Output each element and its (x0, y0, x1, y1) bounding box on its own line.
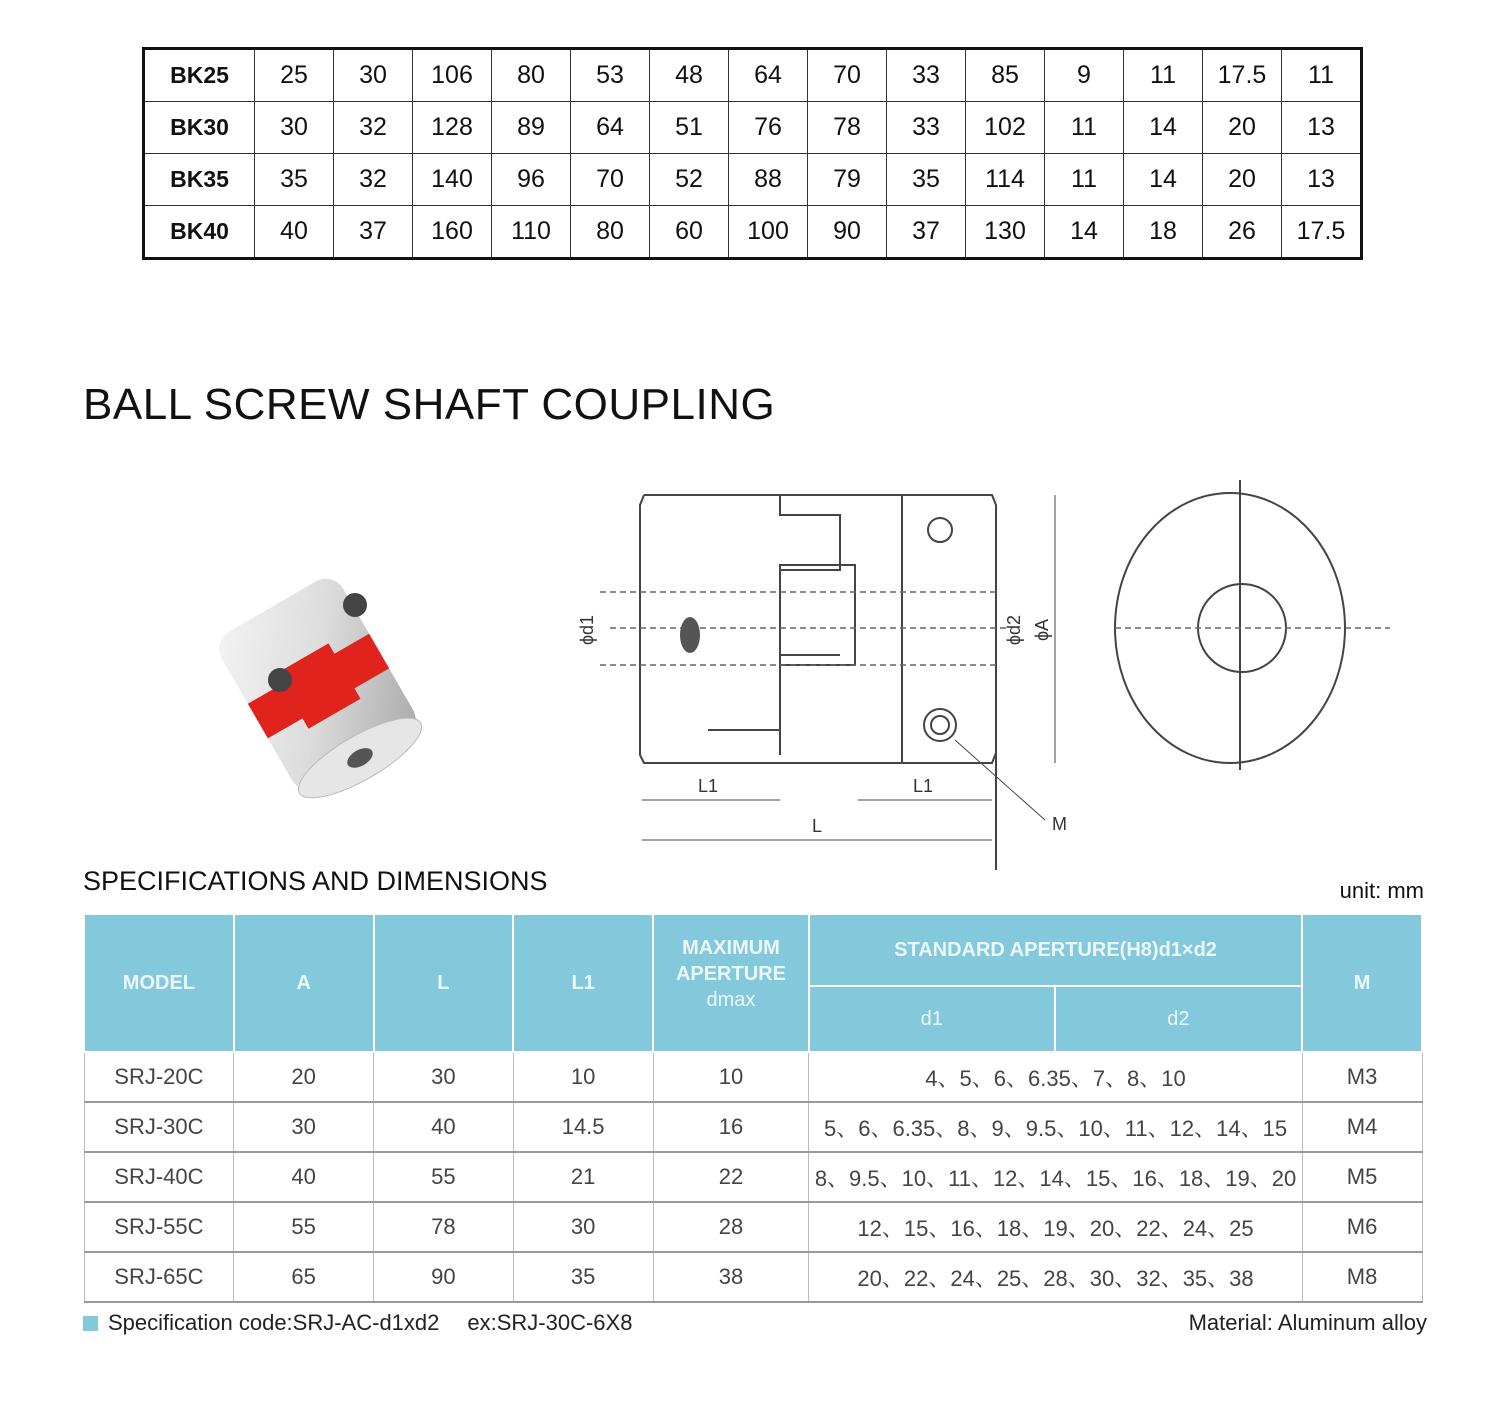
model-cell: BK25 (144, 49, 255, 102)
a-cell: 65 (234, 1252, 374, 1302)
value-cell: 70 (808, 49, 887, 102)
m-cell: M5 (1302, 1152, 1422, 1202)
dmax-cell: 28 (653, 1202, 809, 1252)
l-cell: 40 (374, 1102, 514, 1152)
model-cell: SRJ-55C (84, 1202, 234, 1252)
header-M: M (1302, 914, 1422, 1052)
material-note: Material: Aluminum alloy (1188, 1310, 1427, 1335)
l-cell: 90 (374, 1252, 514, 1302)
header-aperture: STANDARD APERTURE(H8)d1×d2 (809, 914, 1302, 986)
value-cell: 13 (1282, 102, 1362, 154)
value-cell: 13 (1282, 154, 1362, 206)
l1-cell: 30 (513, 1202, 653, 1252)
value-cell: 130 (966, 206, 1045, 259)
spec-code: Specification code:SRJ-AC-d1xd2 (108, 1310, 440, 1335)
value-cell: 70 (571, 154, 650, 206)
value-cell: 160 (413, 206, 492, 259)
l-cell: 55 (374, 1152, 514, 1202)
value-cell: 80 (492, 49, 571, 102)
coupling-technical-drawing (577, 470, 1400, 850)
table-row (144, 206, 1362, 259)
header-dmax-line1: MAXIMUM (682, 937, 780, 959)
a-cell: 40 (234, 1152, 374, 1202)
table-row (144, 102, 1362, 154)
value-cell: 53 (571, 49, 650, 102)
m-cell: M6 (1302, 1202, 1422, 1252)
value-cell: 106 (413, 49, 492, 102)
table-row (144, 154, 1362, 206)
table-row (84, 1102, 1422, 1152)
value-cell: 14 (1124, 102, 1203, 154)
value-cell: 37 (887, 206, 966, 259)
table-row (84, 1052, 1422, 1102)
header-L: L (374, 914, 514, 1052)
label-M: M (1052, 814, 1067, 834)
l1-cell: 21 (513, 1152, 653, 1202)
value-cell: 79 (808, 154, 887, 206)
value-cell: 17.5 (1282, 206, 1362, 259)
l1-cell: 10 (513, 1052, 653, 1102)
value-cell: 40 (255, 206, 334, 259)
bk-dimension-table (142, 47, 1363, 260)
value-cell: 9 (1045, 49, 1124, 102)
value-cell: 33 (887, 49, 966, 102)
value-cell: 37 (334, 206, 413, 259)
value-cell: 33 (887, 102, 966, 154)
label-L1-left: L1 (697, 776, 719, 796)
value-cell: 35 (887, 154, 966, 206)
value-cell: 14 (1045, 206, 1124, 259)
apertures-cell: 8、9.5、10、11、12、14、15、16、18、19、20 (809, 1152, 1302, 1202)
l-cell: 78 (374, 1202, 514, 1252)
apertures-cell: 20、22、24、25、28、30、32、35、38 (809, 1252, 1302, 1302)
header-dmax-line3: dmax (706, 989, 756, 1011)
header-dmax (653, 914, 809, 1052)
spec-subtitle: SPECIFICATIONS AND DIMENSIONS (83, 866, 548, 896)
label-L: L (811, 816, 823, 836)
header-dmax-line2: APERTURE (675, 963, 786, 985)
value-cell: 64 (729, 49, 808, 102)
value-cell: 32 (334, 102, 413, 154)
value-cell: 11 (1045, 154, 1124, 206)
model-cell: SRJ-20C (84, 1052, 234, 1102)
value-cell: 11 (1045, 102, 1124, 154)
value-cell: 26 (1203, 206, 1282, 259)
header-d2: d2 (1055, 986, 1303, 1052)
value-cell: 48 (650, 49, 729, 102)
a-cell: 55 (234, 1202, 374, 1252)
spec-table (83, 913, 1423, 1303)
dmax-cell: 38 (653, 1252, 809, 1302)
value-cell: 110 (492, 206, 571, 259)
value-cell: 30 (334, 49, 413, 102)
value-cell: 78 (808, 102, 887, 154)
bullet-square-icon (83, 1316, 98, 1331)
value-cell: 85 (966, 49, 1045, 102)
value-cell: 11 (1124, 49, 1203, 102)
value-cell: 11 (1282, 49, 1362, 102)
value-cell: 102 (966, 102, 1045, 154)
coupling-photo (190, 555, 440, 805)
model-cell: SRJ-30C (84, 1102, 234, 1152)
label-L1-right: L1 (912, 776, 934, 796)
value-cell: 100 (729, 206, 808, 259)
value-cell: 25 (255, 49, 334, 102)
value-cell: 32 (334, 154, 413, 206)
model-cell: SRJ-65C (84, 1252, 234, 1302)
value-cell: 80 (571, 206, 650, 259)
value-cell: 64 (571, 102, 650, 154)
value-cell: 88 (729, 154, 808, 206)
table-row (84, 1202, 1422, 1252)
value-cell: 20 (1203, 154, 1282, 206)
value-cell: 52 (650, 154, 729, 206)
value-cell: 90 (808, 206, 887, 259)
page-title: BALL SCREW SHAFT COUPLING (83, 380, 776, 429)
model-cell: SRJ-40C (84, 1152, 234, 1202)
label-d2: ϕd2 (1004, 614, 1024, 646)
m-cell: M3 (1302, 1052, 1422, 1102)
value-cell: 128 (413, 102, 492, 154)
header-model: MODEL (84, 914, 234, 1052)
label-A: ϕA (1032, 618, 1052, 642)
table-row (84, 1252, 1422, 1302)
table-row (144, 49, 1362, 102)
l1-cell: 35 (513, 1252, 653, 1302)
value-cell: 76 (729, 102, 808, 154)
apertures-cell: 4、5、6、6.35、7、8、10 (809, 1052, 1302, 1102)
unit-label: unit: mm (1339, 878, 1424, 903)
dmax-cell: 22 (653, 1152, 809, 1202)
value-cell: 89 (492, 102, 571, 154)
a-cell: 20 (234, 1052, 374, 1102)
header-L1: L1 (513, 914, 653, 1052)
table-row (84, 1152, 1422, 1202)
value-cell: 17.5 (1203, 49, 1282, 102)
spec-code-note (83, 1310, 632, 1336)
header-d1: d1 (809, 986, 1055, 1052)
value-cell: 20 (1203, 102, 1282, 154)
label-d1: ϕd1 (577, 614, 597, 646)
value-cell: 140 (413, 154, 492, 206)
model-cell: BK30 (144, 102, 255, 154)
model-cell: BK35 (144, 154, 255, 206)
apertures-cell: 5、6、6.35、8、9、9.5、10、11、12、14、15 (809, 1102, 1302, 1152)
value-cell: 60 (650, 206, 729, 259)
dmax-cell: 16 (653, 1102, 809, 1152)
l-cell: 30 (374, 1052, 514, 1102)
value-cell: 114 (966, 154, 1045, 206)
value-cell: 35 (255, 154, 334, 206)
dmax-cell: 10 (653, 1052, 809, 1102)
value-cell: 14 (1124, 154, 1203, 206)
value-cell: 30 (255, 102, 334, 154)
header-A: A (234, 914, 374, 1052)
model-cell: BK40 (144, 206, 255, 259)
l1-cell: 14.5 (513, 1102, 653, 1152)
m-cell: M8 (1302, 1252, 1422, 1302)
spec-example: ex:SRJ-30C-6X8 (467, 1310, 633, 1335)
value-cell: 51 (650, 102, 729, 154)
apertures-cell: 12、15、16、18、19、20、22、24、25 (809, 1202, 1302, 1252)
m-cell: M4 (1302, 1102, 1422, 1152)
value-cell: 18 (1124, 206, 1203, 259)
a-cell: 30 (234, 1102, 374, 1152)
value-cell: 96 (492, 154, 571, 206)
